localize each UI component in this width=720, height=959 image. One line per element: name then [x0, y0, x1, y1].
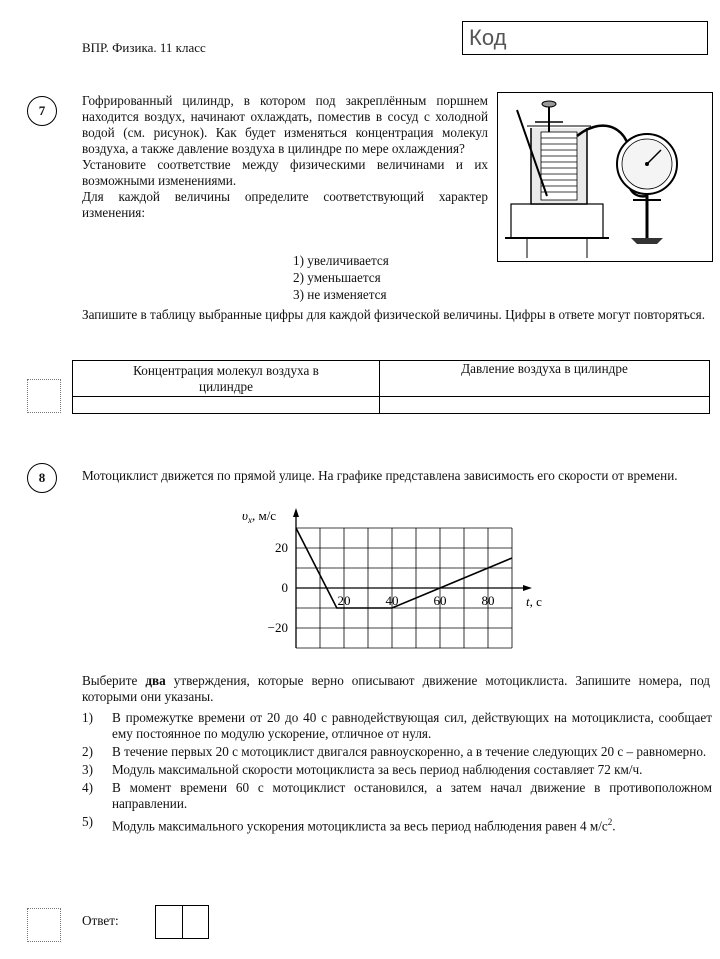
- q8-intro: Мотоциклист движется по прямой улице. На графике представлена зависимость его скорости от времени.: [82, 468, 678, 483]
- answer-label: Ответ:: [82, 913, 119, 928]
- answer-cell-2[interactable]: [183, 906, 209, 938]
- q7-instruction: Запишите в таблицу выбранные цифры для каждой физической величины. Цифры в ответе могут повторяться.: [82, 307, 706, 322]
- q7-table-header-pressure: Давление воздуха в цилиндре: [380, 361, 710, 397]
- y-axis-arrow: [293, 508, 299, 517]
- q8-score-box: [27, 908, 61, 942]
- x-tick-label: 60: [433, 593, 447, 608]
- q7-option-2: 2) уменьшается: [293, 270, 381, 285]
- y-tick-label: 20: [275, 540, 288, 555]
- chart-axes: [293, 508, 532, 648]
- q7-option-3: 3) не изменяется: [293, 287, 387, 302]
- question-8-number: 8: [27, 463, 57, 493]
- q8-statement: 4) В момент времени 60 с мотоциклист остановился, а затем начал движение в противоположном направлении.: [82, 780, 712, 811]
- x-axis-arrow: [523, 585, 532, 591]
- q7-table-header-concentration: Концентрация молекул воздуха в цилиндре: [73, 361, 380, 397]
- question-7-text: [82, 93, 488, 221]
- answer-cell-1[interactable]: [156, 906, 183, 938]
- x-tick-label: 80: [481, 593, 495, 608]
- q8-task-post: утверждения, которые верно описывают движение мотоциклиста. Запишите номера, под которыми они указаны.: [82, 673, 710, 704]
- q8-statement: 1) В промежутке времени от 20 до 40 с равнодействующая сил, действующих на мотоциклиста, сообщает ему постоянное по модулю ускорение, отличное от нуля.: [82, 710, 712, 741]
- y-axis-label: $\upsilon_x$, м/с: [242, 508, 277, 525]
- page-header-title: ВПР. Физика. 11 класс: [82, 40, 206, 55]
- x-tick-label: 20: [337, 593, 351, 608]
- q8-statement: 3) Модуль максимальной скорости мотоциклиста за весь период наблюдения составляет 72 км/ч.: [82, 762, 643, 777]
- cylinder-manometer-figure: [497, 92, 713, 262]
- q7-answer-cell-concentration[interactable]: [73, 397, 380, 414]
- q7-options-list: [293, 253, 389, 304]
- q7-paragraph-2: Установите соответствие между физическими величинами и их возможными изменениями.: [82, 157, 488, 188]
- q7-answer-table: [72, 360, 710, 414]
- q7-paragraph-3: Для каждой величины определите соответствующий характер изменения:: [82, 189, 488, 220]
- q8-statements: [82, 710, 712, 836]
- q8-answer-cells[interactable]: [155, 905, 209, 939]
- q8-task: [82, 673, 710, 705]
- velocity-time-chart: [230, 500, 560, 660]
- x-axis-label: t, с: [526, 594, 542, 609]
- y-tick-label: −20: [267, 620, 288, 635]
- x-tick-label: 40: [385, 593, 399, 608]
- q8-task-pre: Выберите: [82, 673, 146, 688]
- question-7-number: 7: [27, 96, 57, 126]
- q7-score-box: [27, 379, 61, 413]
- q8-statement: 5) Модуль максимального ускорения мотоциклиста за весь период наблюдения равен 4 $м/с^2$.: [82, 814, 616, 834]
- q7-answer-cell-pressure[interactable]: [380, 397, 710, 414]
- y-tick-label: 0: [281, 580, 288, 595]
- q8-task-bold: два: [145, 673, 166, 688]
- q8-statement: 2) В течение первых 20 с мотоциклист двигался равноускоренно, а в течение следующих 20 с – равномерно.: [82, 744, 707, 759]
- code-box[interactable]: Код: [462, 21, 708, 55]
- q7-paragraph-1: Гофрированный цилиндр, в котором под закреплённым поршнем находится воздух, начинают охлаждать, поместив в сосуд с холодной водой (см. рисунок). Как будет изменяться концентрация молекул воздуха, а также давление воздуха в цилиндре по мере охлаждения?: [82, 93, 488, 156]
- q7-option-1: 1) увеличивается: [293, 253, 389, 268]
